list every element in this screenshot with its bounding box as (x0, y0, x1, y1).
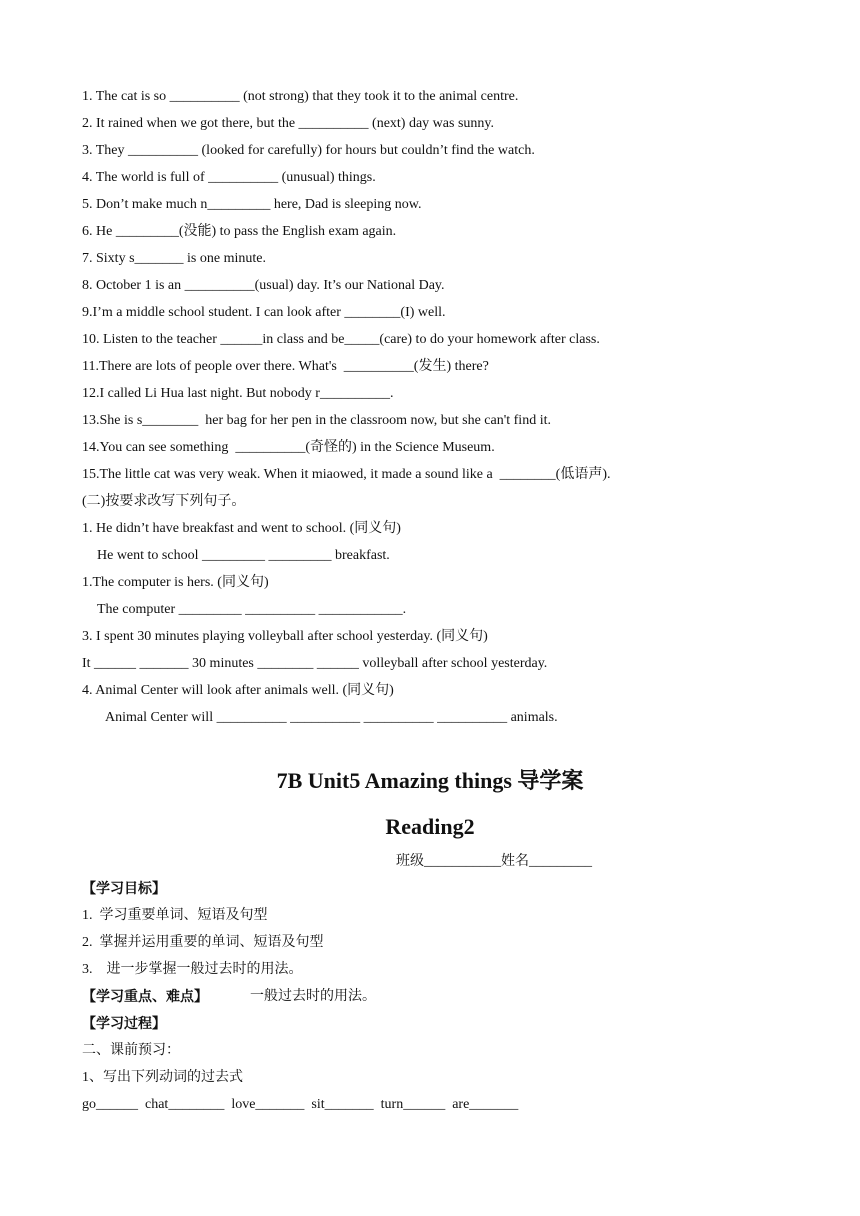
exercise-line-3: 3. They __________ (looked for carefully) for hours but couldn’t find the watch. (82, 143, 535, 158)
exercise-line-1: 1. The cat is so __________ (not strong) that they took it to the animal centre. (82, 89, 519, 104)
exercise-line-6: 6. He _________(没能) to pass the English exam again. (82, 224, 397, 239)
exercise-line-4: 4. The world is full of __________ (unusual) things. (82, 170, 376, 185)
rewrite-question-1: 1. He didn’t have breakfast and went to school. (同义句) (82, 521, 401, 536)
page-title: 7B Unit5 Amazing things 导学案 (276, 768, 584, 793)
rewrite-answer-2: The computer _________ __________ ____________. (97, 602, 407, 617)
exercise-line-7: 7. Sixty s_______ is one minute. (82, 251, 266, 266)
exercise-line-14: 14.You can see something __________(奇怪的) in the Science Museum. (82, 440, 495, 455)
preview-heading: 二、课前预习： (82, 1043, 180, 1058)
focus-text: 一般过去时的用法。 (250, 989, 376, 1004)
verb-blanks: go______ chat________ love_______ sit_______ turn______ are_______ (82, 1097, 519, 1112)
exercise-line-9: 9.I’m a middle school student. I can look after ________(I) well. (82, 305, 446, 320)
exercise-line-10: 10. Listen to the teacher ______in class and be_____(care) to do your homework after class. (82, 332, 600, 347)
class-name-line: 班级___________姓名_________ (396, 854, 592, 869)
exercise-line-15: 15.The little cat was very weak. When it miaowed, it made a sound like a ________(低语声). (82, 467, 611, 482)
rewrite-question-3: 3. I spent 30 minutes playing volleyball after school yesterday. (同义句) (82, 629, 488, 644)
focus-heading: 【学习重点、难点】 (82, 989, 208, 1005)
page-subtitle: Reading2 (385, 814, 475, 839)
exercise-line-13: 13.She is s________ her bag for her pen in the classroom now, but she can't find it. (82, 413, 551, 428)
exercise-line-11: 11.There are lots of people over there. What's __________(发生) there? (82, 359, 489, 374)
section-2-heading: (二)按要求改写下列句子。 (82, 494, 246, 509)
goal-item-3: 3. 进一步掌握一般过去时的用法。 (82, 962, 303, 977)
goals-heading: 【学习目标】 (82, 881, 166, 897)
rewrite-question-4: 4. Animal Center will look after animals well. (同义句) (82, 683, 394, 698)
exercise-line-2: 2. It rained when we got there, but the __________ (next) day was sunny. (82, 116, 494, 131)
process-heading: 【学习过程】 (82, 1016, 166, 1032)
exercise-line-8: 8. October 1 is an __________(usual) day. It’s our National Day. (82, 278, 445, 293)
exercise-line-12: 12.I called Li Hua last night. But nobody r__________. (82, 386, 394, 401)
rewrite-question-2: 1.The computer is hers. (同义句) (82, 575, 269, 590)
goal-item-1: 1. 学习重要单词、短语及句型 (82, 908, 268, 923)
rewrite-answer-3: It ______ _______ 30 minutes ________ ______ volleyball after school yesterday. (82, 656, 548, 671)
task-1-instruction: 1、写出下列动词的过去式 (82, 1070, 243, 1085)
rewrite-answer-1: He went to school _________ _________ breakfast. (97, 548, 390, 563)
rewrite-answer-4: Animal Center will __________ __________ __________ __________ animals. (105, 710, 558, 725)
exercise-line-5: 5. Don’t make much n_________ here, Dad is sleeping now. (82, 197, 422, 212)
goal-item-2: 2. 掌握并运用重要的单词、短语及句型 (82, 935, 324, 950)
